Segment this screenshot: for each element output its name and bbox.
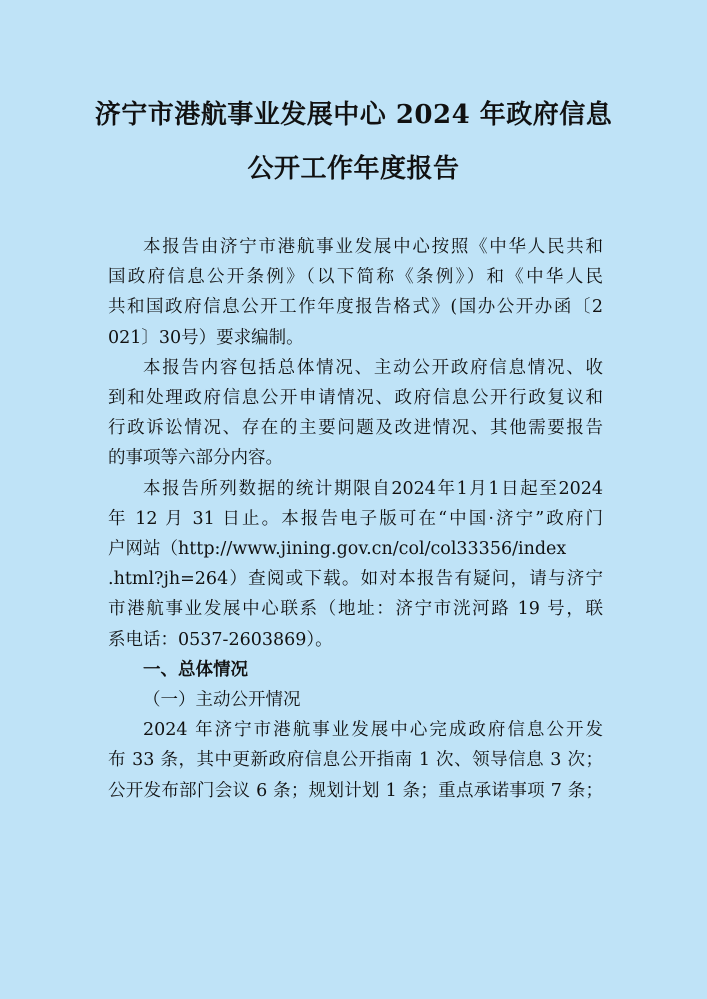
- body-line: 021〕30号）要求编制。: [108, 327, 304, 348]
- body-line: 本报告内容包括总体情况、主动公开政府信息情况、收: [143, 357, 603, 378]
- body-line: 公开发布部门会议 6 条；规划计划 1 条；重点承诺事项 7 条；: [108, 780, 603, 801]
- body-line-url: 户网站（http://www.jining.gov.cn/col/col33356/index: [108, 539, 567, 560]
- body-line: 本报告所列数据的统计期限自2024年1月1日起至2024: [143, 478, 603, 499]
- section-heading: 一、总体情况: [143, 659, 248, 680]
- subsection-heading: （一）主动公开情况: [143, 690, 301, 711]
- body-line: 共和国政府信息公开工作年度报告格式》(国办公开办函〔2: [108, 297, 603, 318]
- body-line: 本报告由济宁市港航事业发展中心按照《中华人民共和: [143, 237, 603, 257]
- document-title-line-2: 公开工作年度报告: [247, 154, 460, 184]
- body-line: 到和处理政府信息公开申请情况、政府信息公开行政复议和: [108, 388, 603, 409]
- body-line: 布 33 条，其中更新政府信息公开指南 1 次、领导信息 3 次；: [108, 750, 603, 771]
- body-line: .html?jh=264）查阅或下载。如对本报告有疑问，请与济宁: [108, 569, 603, 590]
- body-line: 行政诉讼情况、存在的主要问题及改进情况、其他需要报告: [108, 418, 603, 439]
- body-line: 2024 年济宁市港航事业发展中心完成政府信息公开发: [143, 720, 603, 741]
- body-line: 年 12 月 31 日止。本报告电子版可在“中国·济宁”政府门: [108, 508, 603, 529]
- document-body: [108, 232, 603, 806]
- document-title-line-1: 济宁市港航事业发展中心 2024 年政府信息: [94, 100, 613, 130]
- body-line: 国政府信息公开条例》（以下简称《条例》）和《中华人民: [108, 267, 603, 288]
- body-line: 系电话：0537-2603869）。: [108, 629, 333, 650]
- body-line: 市港航事业发展中心联系（地址：济宁市洸河路 19 号，联: [108, 599, 603, 620]
- body-line: 的事项等六部分内容。: [108, 448, 283, 469]
